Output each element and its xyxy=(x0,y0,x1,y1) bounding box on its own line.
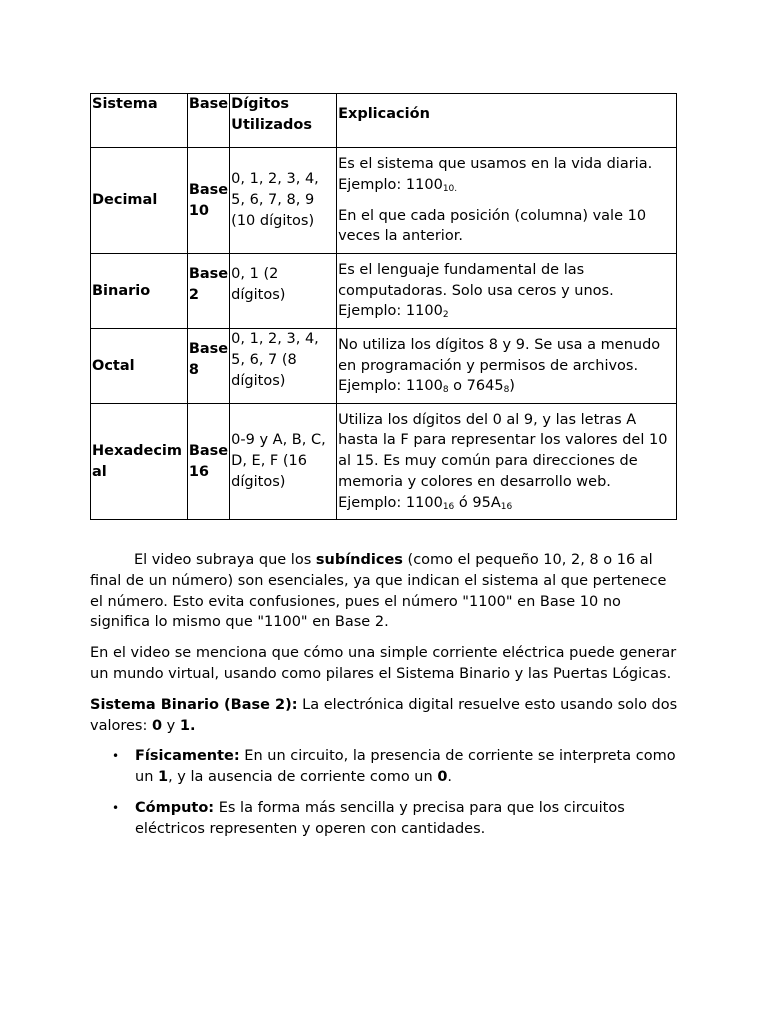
list-item-text: En un circuito, la presencia de corriente se interpreta como un xyxy=(135,748,676,786)
table-row xyxy=(91,329,677,404)
list-item xyxy=(90,798,678,840)
cell-base: Base 2 xyxy=(187,254,229,329)
explicacion-text: Es el sistema que usamos en la vida diaria. Ejemplo: 1100 xyxy=(338,155,653,193)
cell-sistema: Octal xyxy=(91,329,188,404)
explicacion-text: No utiliza los dígitos 8 y 9. Se usa a menudo en programación y permisos de archivos. Ejemplo: 1100 xyxy=(338,336,661,395)
cell-digitos: 0-9 y A, B, C, D, E, F (16 dígitos) xyxy=(230,404,337,520)
explicacion-text: ó 95A xyxy=(454,494,501,511)
bullet-icon: • xyxy=(112,800,120,815)
bullet-list xyxy=(90,746,678,839)
subscript: 8 xyxy=(503,385,510,396)
cell-base: Base 16 xyxy=(187,404,229,520)
cell-explicacion xyxy=(337,329,677,404)
header-explicacion: Explicación xyxy=(337,94,677,148)
header-sistema: Sistema xyxy=(91,94,188,148)
paragraph-bold: 0 xyxy=(151,717,163,734)
explicacion-text: ) xyxy=(509,378,515,395)
cell-sistema: Binario xyxy=(91,254,188,329)
subscript: 2 xyxy=(442,310,449,321)
explicacion-text: En el que cada posición (columna) vale 10 veces la anterior. xyxy=(338,207,647,245)
paragraph-text: y xyxy=(162,717,180,734)
cell-explicacion xyxy=(337,254,677,329)
paragraph-text: La electrónica digital resuelve esto usando solo dos valores: xyxy=(90,696,678,734)
body-text xyxy=(90,550,678,840)
cell-explicacion xyxy=(337,148,677,254)
cell-digitos: 0, 1, 2, 3, 4, 5, 6, 7, 8, 9 (10 dígitos) xyxy=(230,148,337,254)
list-item-text: . xyxy=(447,769,453,786)
subscript: 16 xyxy=(500,501,513,512)
paragraph-bold: subíndices xyxy=(315,552,403,568)
paragraph-text: El video subraya que los xyxy=(134,552,316,568)
bullet-icon: • xyxy=(112,749,120,764)
table-row xyxy=(91,148,677,254)
subscript: 10. xyxy=(442,183,458,194)
cell-sistema: Hexadecimal xyxy=(91,404,188,520)
list-item-bold: 1 xyxy=(158,769,169,786)
list-item-bold: Físicamente: xyxy=(135,748,240,765)
subscript: 8 xyxy=(442,385,449,396)
cell-sistema: Decimal xyxy=(91,148,188,254)
list-item-bold: Cómputo: xyxy=(135,799,215,816)
table-row xyxy=(91,254,677,329)
explicacion-text: o 7645 xyxy=(448,378,504,395)
cell-base: Base 10 xyxy=(187,148,229,254)
list-item xyxy=(90,746,678,788)
paragraph-bold: Sistema Binario (Base 2): xyxy=(90,696,298,713)
cell-base: Base 8 xyxy=(187,329,229,404)
explicacion-text: Es el lenguaje fundamental de las computadoras. Solo usa ceros y unos. Ejemplo: 1100 xyxy=(338,261,614,320)
header-digitos: Dígitos Utilizados xyxy=(230,94,337,148)
list-item-bold: 0 xyxy=(437,769,448,786)
list-item-text: , y la ausencia de corriente como un xyxy=(168,769,438,786)
subscript: 16 xyxy=(442,501,455,512)
paragraph-corriente: En el video se menciona que cómo una simple corriente eléctrica puede generar un mundo virtual, usando como pilares el Sistema Binario y las Puertas Lógicas. xyxy=(90,645,677,682)
paragraph-bold: 1. xyxy=(179,717,196,734)
cell-explicacion xyxy=(337,404,677,520)
cell-digitos: 0, 1 (2 dígitos) xyxy=(230,254,337,329)
paragraph-sistema-binario xyxy=(90,695,678,737)
table-row xyxy=(91,404,677,520)
header-base: Base xyxy=(187,94,229,148)
number-systems-table xyxy=(90,93,677,520)
cell-digitos: 0, 1, 2, 3, 4, 5, 6, 7 (8 dígitos) xyxy=(230,329,337,404)
paragraph-subindices xyxy=(90,550,678,633)
document-page xyxy=(90,93,678,850)
list-item-text: Es la forma más sencilla y precisa para que los circuitos eléctricos representen y operen con cantidades. xyxy=(135,799,625,837)
table-header-row xyxy=(91,94,677,148)
explicacion-text: Utiliza los dígitos del 0 al 9, y las letras A hasta la F para representar los valores del 10 al 15. Es muy común para direcciones de memoria y colores en desarrollo web. Ejemplo: 1100 xyxy=(338,411,668,511)
paragraph-text: (como el pequeño 10, 2, 8 o 16 al final de un número) son esenciales, ya que indican el sistema al que pertenece el número. Esto evita confusiones, pues el número "1100" en Base 10 no significa lo mismo que "1100" en Base 2. xyxy=(90,552,667,631)
